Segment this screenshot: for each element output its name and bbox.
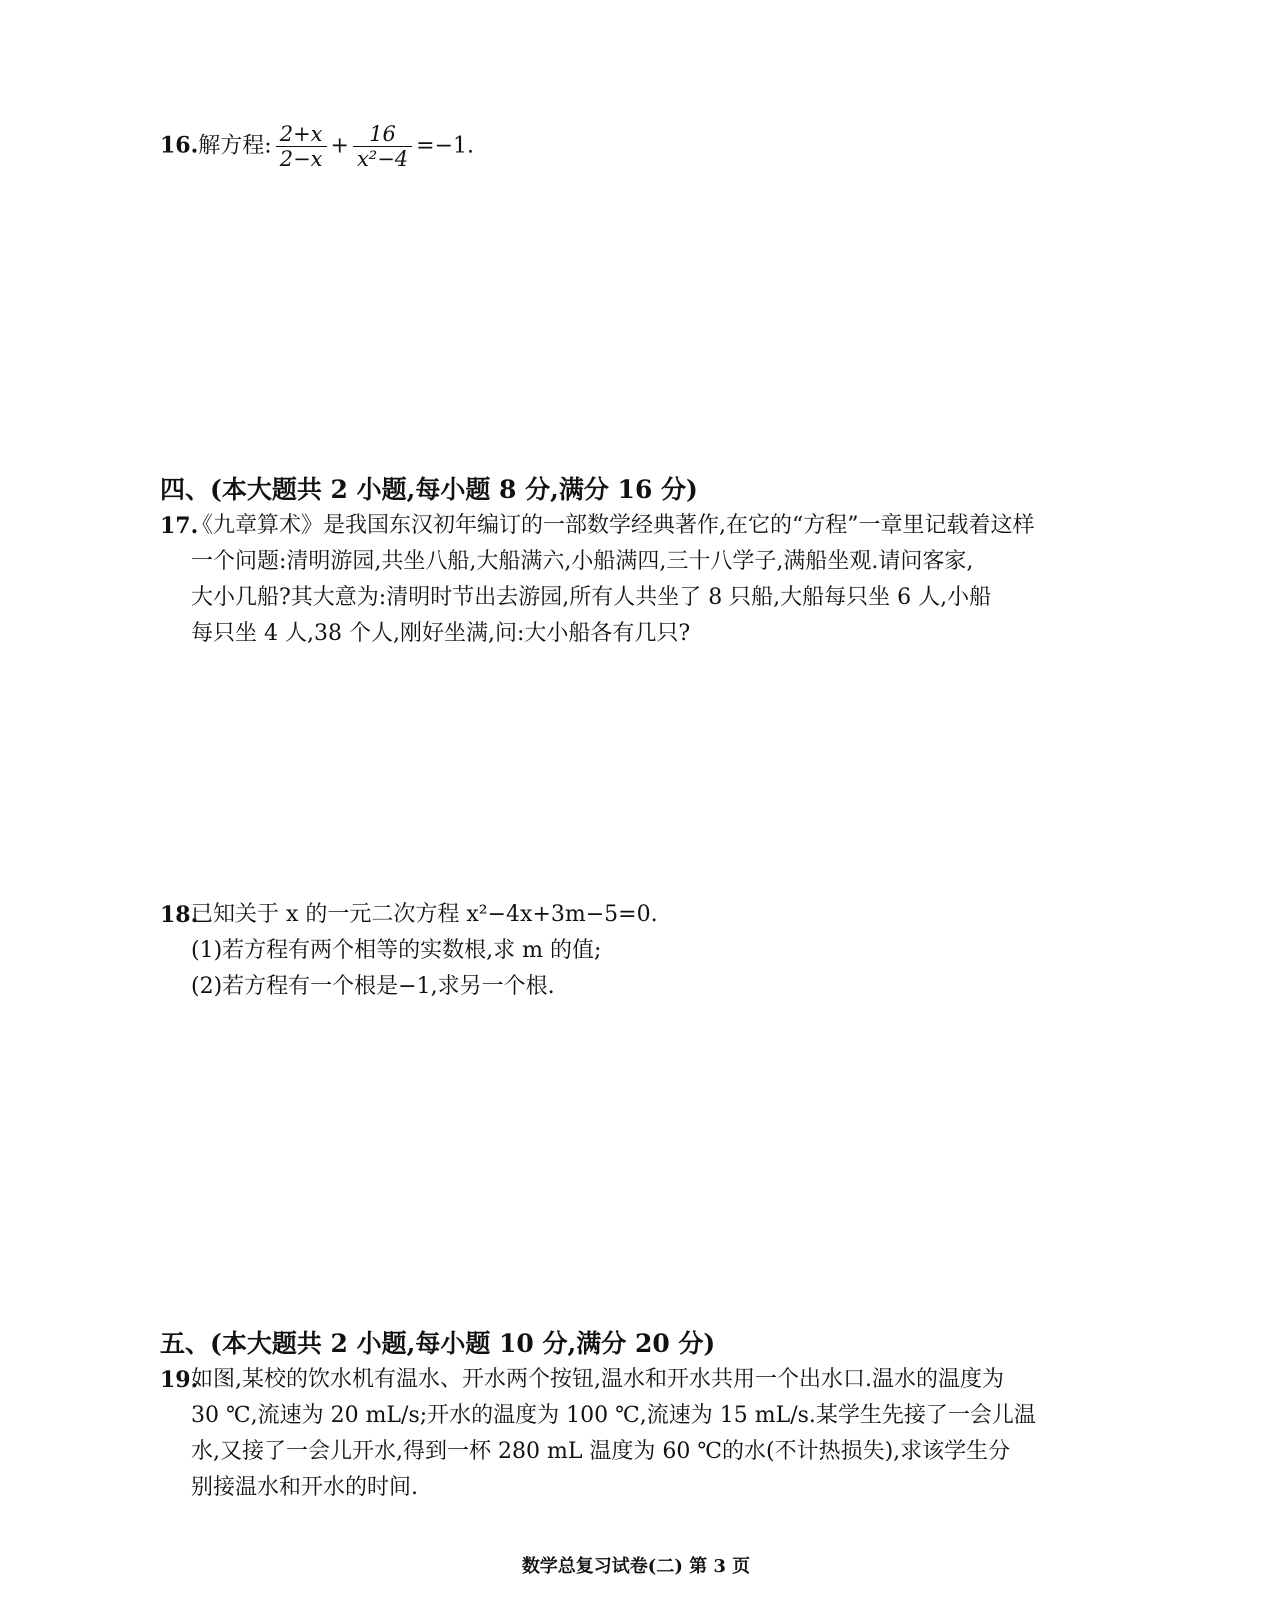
question-prompt: 解方程: [198, 133, 272, 159]
page-footer: 数学总复习试卷(二) 第 3 页 [521, 1556, 751, 1577]
section-heading-5: 五、(本大题共 2 小题,每小题 10 分,满分 20 分) [160, 1329, 716, 1358]
fraction-2 [353, 122, 412, 171]
question-number: 17. [160, 513, 199, 539]
fraction-denominator: 2−x [279, 147, 323, 171]
plus-sign: + [330, 133, 349, 159]
question-number: 16. [160, 132, 199, 159]
question-19-line-1: 如图,某校的饮水机有温水、开水两个按钮,温水和开水共用一个出水口.温水的温度为 [191, 1367, 1004, 1392]
question-17-line-4: 每只坐 4 人,38 个人,刚好坐满,问:大小船各有几只? [191, 621, 691, 646]
question-18-part-1: (1)若方程有两个相等的实数根,求 m 的值; [191, 938, 602, 963]
question-19-line-3: 水,又接了一会儿开水,得到一杯 280 mL 温度为 60 ℃的水(不计热损失),求该学生分 [191, 1439, 1011, 1464]
question-17-line-2: 一个问题:清明游园,共坐八船,大船满六,小船满四,三十八学子,满船坐观.请问客家, [191, 549, 974, 574]
question-number: 18. [160, 902, 199, 928]
question-17-line-3: 大小几船?其大意为:清明时节出去游园,所有人共坐了 8 只船,大船每只坐 6 人,小船 [191, 585, 992, 610]
question-16 [160, 122, 474, 171]
section-heading-4: 四、(本大题共 2 小题,每小题 8 分,满分 16 分) [160, 475, 698, 504]
question-number: 19. [160, 1367, 199, 1393]
fraction-1 [276, 122, 327, 171]
question-18-part-2: (2)若方程有一个根是−1,求另一个根. [191, 974, 555, 999]
question-17-line-1: 《九章算术》是我国东汉初年编订的一部数学经典著作,在它的“方程”一章里记载着这样 [191, 513, 1035, 538]
question-19-line-2: 30 ℃,流速为 20 mL/s;开水的温度为 100 ℃,流速为 15 mL/s.某学生先接了一会儿温 [191, 1403, 1036, 1428]
fraction-numerator: 16 [353, 122, 412, 147]
equation-tail: =−1. [416, 133, 475, 159]
fraction-denominator: x²−4 [356, 147, 409, 171]
question-19-line-4: 别接温水和开水的时间. [191, 1475, 418, 1500]
fraction-numerator: 2+x [276, 122, 327, 147]
question-18-stem: 已知关于 x 的一元二次方程 x²−4x+3m−5=0. [191, 902, 658, 927]
